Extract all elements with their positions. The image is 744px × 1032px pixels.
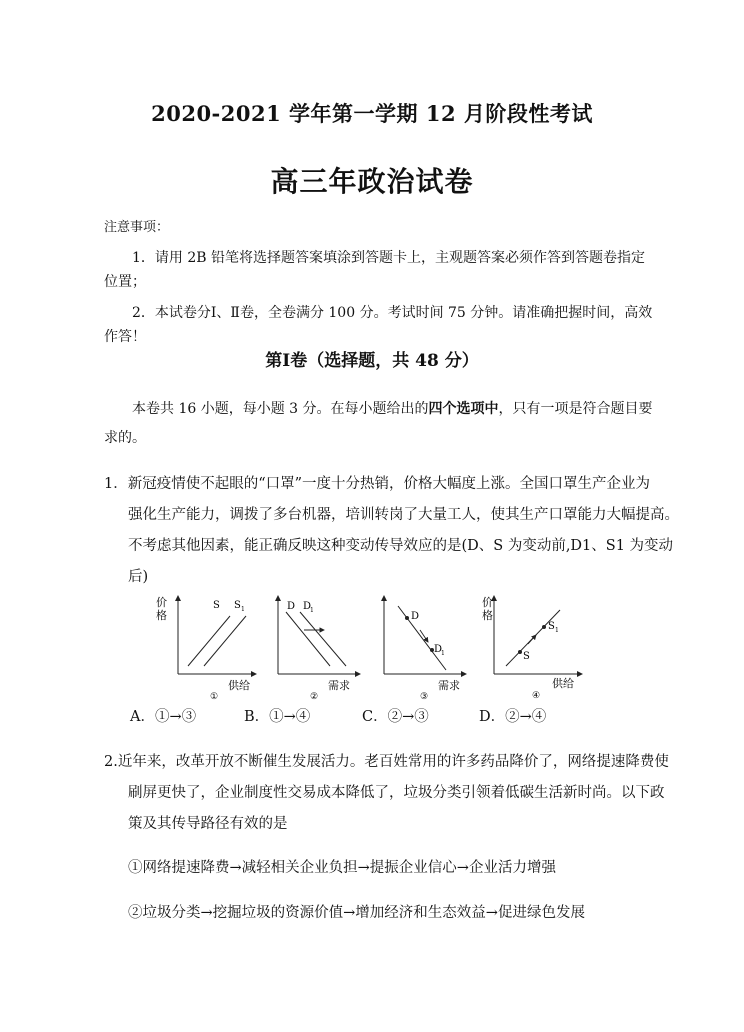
graph1-curve1: S xyxy=(213,600,220,611)
graph4-number: ④ xyxy=(532,691,541,701)
q1-option-b[interactable]: B．①→④ xyxy=(244,709,311,725)
graph2-number: ② xyxy=(310,692,319,702)
section-title: 第Ⅰ卷（选择题，共 48 分） xyxy=(265,351,479,371)
notice-item1-line1: 1．请用 2B 铅笔将选择题答案填涂到答题卡上，主观题答案必须作答到答题卷指定 xyxy=(132,250,646,266)
graph1-curve2-sub: 1 xyxy=(241,606,245,613)
graph4-curve2: S xyxy=(548,621,555,632)
exam-title: 2020-2021 学年第一学期 12 月阶段性考试 xyxy=(151,101,593,126)
graph4-ylabel1: 价 xyxy=(482,596,493,609)
graph4-curve2-sub: 1 xyxy=(555,627,559,634)
q2-line2: 刷屏更快了，企业制度性交易成本降低了，垃圾分类引领着低碳生活新时尚。以下政 xyxy=(128,785,665,801)
graph1-ylabel2: 格 xyxy=(156,609,167,622)
graph4-ylabel2: 格 xyxy=(482,609,493,622)
graph1-xlabel: 供给 xyxy=(228,679,250,692)
intro-text-a: 本卷共 16 小题，每小题 3 分。在每小题给出的 xyxy=(132,401,429,417)
intro-text-bold: 四个选项中 xyxy=(428,401,499,417)
q1-option-a[interactable]: A．①→③ xyxy=(130,709,197,725)
graph3-xlabel: 需求 xyxy=(438,679,460,692)
graph2-curve2: D xyxy=(303,601,312,612)
graph-3 xyxy=(384,596,466,702)
graph3-curve2-sub: 1 xyxy=(441,650,445,657)
q1-line1: 1．新冠疫情使不起眼的“口罩”一度十分热销，价格大幅度上涨。全国口罩生产企业为 xyxy=(104,476,651,492)
notice-item2-line1: 2．本试卷分Ⅰ、Ⅱ卷，全卷满分 100 分。考试时间 75 分钟。请准确把握时间，高效 xyxy=(132,305,653,321)
graph4-xlabel: 供给 xyxy=(552,677,574,690)
section-intro-line1 xyxy=(132,398,653,418)
graph3-number: ③ xyxy=(420,692,429,702)
notice-heading: 注意事项： xyxy=(104,220,170,235)
q1-graphs xyxy=(150,592,600,702)
graph3-curve2: D xyxy=(434,644,443,655)
notice-item1-line2: 位置； xyxy=(104,274,146,290)
q2-item1: ①网络提速降费→减轻相关企业负担→提振企业信心→企业活力增强 xyxy=(128,860,556,876)
graph-1 xyxy=(156,596,256,702)
graph-2 xyxy=(278,596,360,702)
q2-line3: 策及其传导路径有效的是 xyxy=(128,816,288,832)
q2-line1: 2.近年来，改革开放不断催生发展活力。老百姓常用的许多药品降价了，网络提速降费使 xyxy=(104,754,669,770)
graph3-curve1: D xyxy=(411,611,420,622)
graph2-curve2-sub: 1 xyxy=(310,607,314,614)
q1-option-c[interactable]: C．②→③ xyxy=(362,709,429,725)
graph-4 xyxy=(482,596,582,701)
graph1-number: ① xyxy=(210,692,219,702)
q1-line2: 强化生产能力，调拨了多台机器，培训转岗了大量工人，使其生产口罩能力大幅提高。 xyxy=(128,507,679,523)
notice-item2-line2: 作答！ xyxy=(104,329,146,345)
graph2-xlabel: 需求 xyxy=(328,679,350,692)
section-intro-line2: 求的。 xyxy=(104,430,146,446)
q1-line4: 后) xyxy=(128,569,149,585)
exam-subtitle: 高三年政治试卷 xyxy=(270,165,474,198)
graph1-ylabel1: 价 xyxy=(156,596,167,609)
q2-item2: ②垃圾分类→挖掘垃圾的资源价值→增加经济和生态效益→促进绿色发展 xyxy=(128,905,585,921)
graph2-curve1: D xyxy=(287,601,296,612)
graph1-curve2: S xyxy=(234,600,241,611)
graph4-curve1: S xyxy=(523,651,530,662)
q1-line3: 不考虑其他因素，能正确反映这种变动传导效应的是(D、S 为变动前,D1、S1 为变动 xyxy=(128,538,674,554)
intro-text-b: ，只有一项是符合题目要 xyxy=(498,401,653,417)
q1-option-d[interactable]: D．②→④ xyxy=(479,709,547,725)
